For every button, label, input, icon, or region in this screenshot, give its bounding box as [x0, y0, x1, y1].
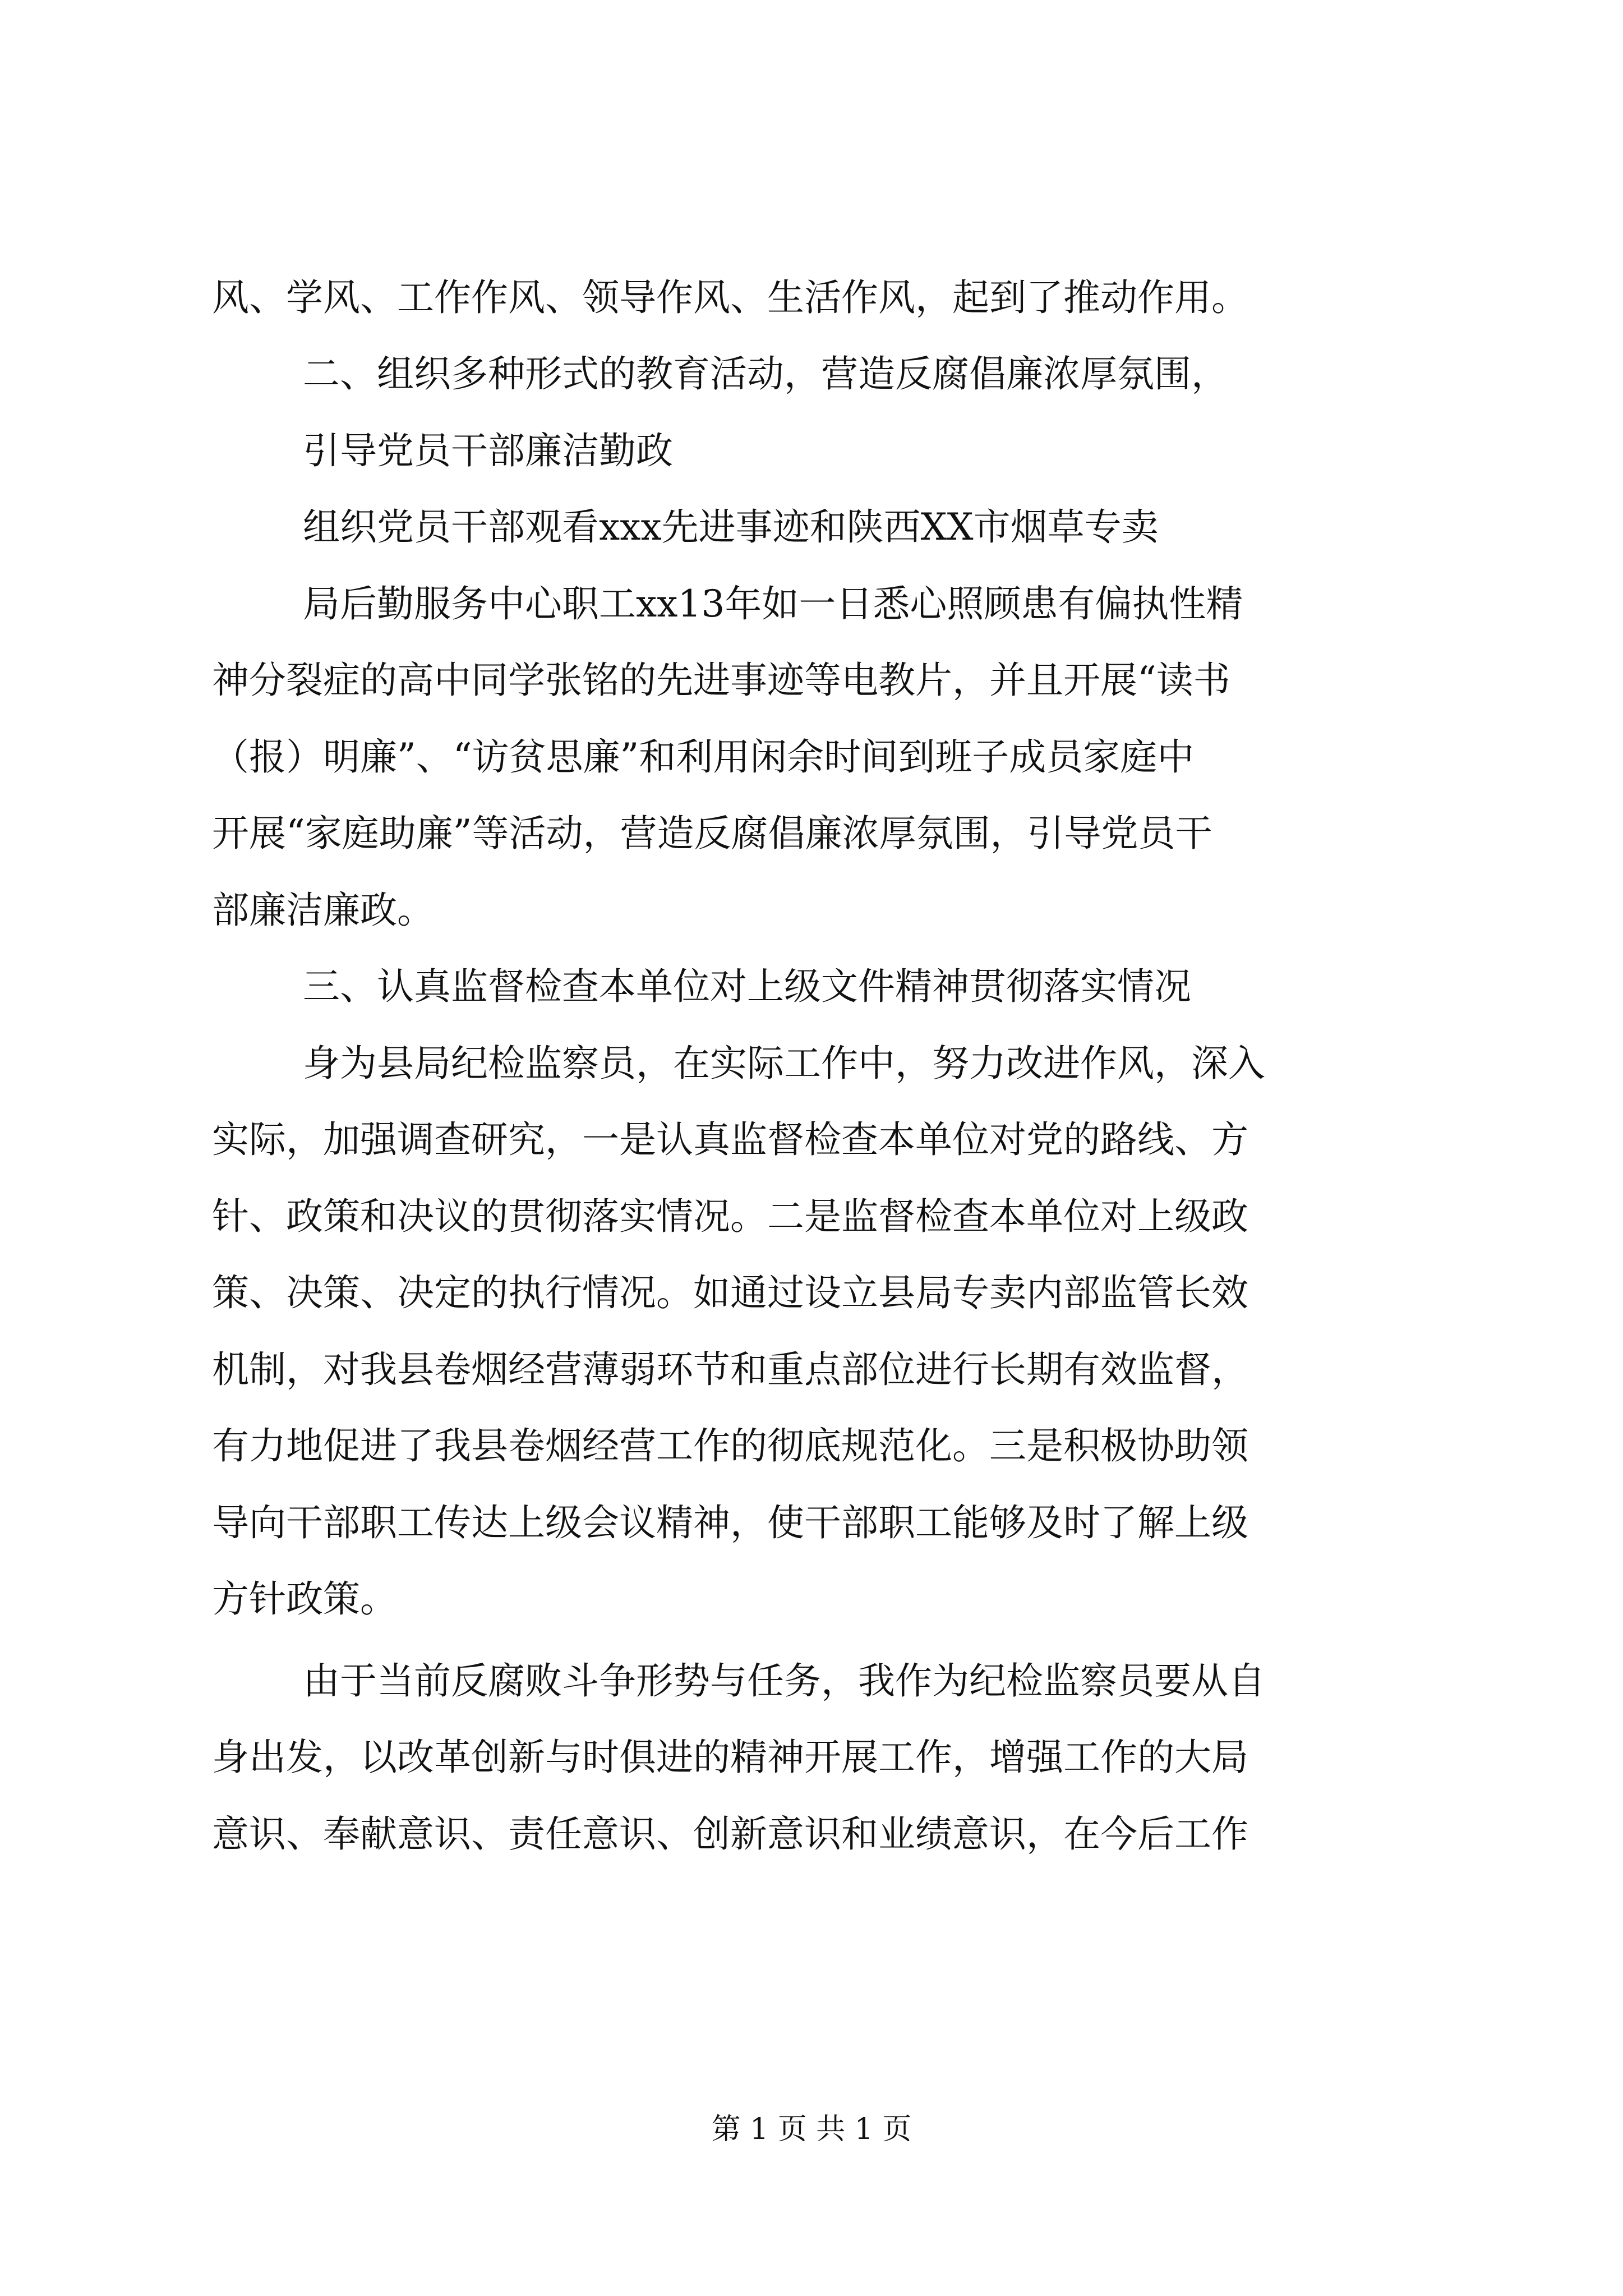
body-text-line: 身出发，以改革创新与时俱进的精神开展工作，增强工作的大局 [212, 1736, 1248, 1779]
body-text-line: 组织党员干部观看xxx先进事迹和陕西XX市烟草专卖 [303, 505, 1159, 549]
body-text-line: 局后勤服务中心职工xx13年如一日悉心照顾患有偏执性精 [303, 582, 1243, 625]
body-text-line: （报）明廉”、“访贫思廉”和利用闲余时间到班子成员家庭中 [212, 735, 1195, 779]
body-text-line: 神分裂症的高中同学张铭的先进事迹等电教片，并且开展“读书 [212, 659, 1230, 702]
body-text-line: 意识、奉献意识、责任意识、创新意识和业绩意识，在今后工作 [212, 1812, 1248, 1856]
body-text-line: 针、政策和决议的贯彻落实情况。二是监督检查本单位对上级政 [212, 1195, 1248, 1238]
body-text-line: 开展“家庭助廉”等活动，营造反腐倡廉浓厚氛围，引导党员干 [212, 812, 1212, 855]
body-text-line: 部廉洁廉政。 [212, 889, 434, 932]
body-text-line: 由于当前反腐败斗争形势与任务，我作为纪检监察员要从自 [303, 1659, 1265, 1703]
section-heading-line: 引导党员干部廉洁勤政 [303, 429, 673, 472]
body-text-line: 方针政策。 [212, 1577, 397, 1621]
body-text-line: 策、决策、决定的执行情况。如通过设立县局专卖内部监管长效 [212, 1271, 1248, 1314]
body-text-line: 风、学风、工作作风、领导作风、生活作风，起到了推动作用。 [212, 276, 1248, 319]
body-text-line: 有力地促进了我县卷烟经营工作的彻底规范化。三是积极协助领 [212, 1424, 1248, 1467]
page-number-footer: 第 1 页 共 1 页 [711, 2113, 912, 2146]
body-text-line: 导向干部职工传达上级会议精神，使干部职工能够及时了解上级 [212, 1501, 1248, 1544]
section-heading-line: 二、组织多种形式的教育活动，营造反腐倡廉浓厚氛围， [303, 352, 1228, 395]
section-heading-line: 三、认真监督检查本单位对上级文件精神贯彻落实情况 [303, 965, 1191, 1008]
body-text-line: 机制，对我县卷烟经营薄弱环节和重点部位进行长期有效监督， [212, 1348, 1248, 1391]
body-text-line: 实际，加强调查研究，一是认真监督检查本单位对党的路线、方 [212, 1118, 1248, 1161]
body-text-line: 身为县局纪检监察员，在实际工作中，努力改进作风，深入 [303, 1042, 1265, 1085]
